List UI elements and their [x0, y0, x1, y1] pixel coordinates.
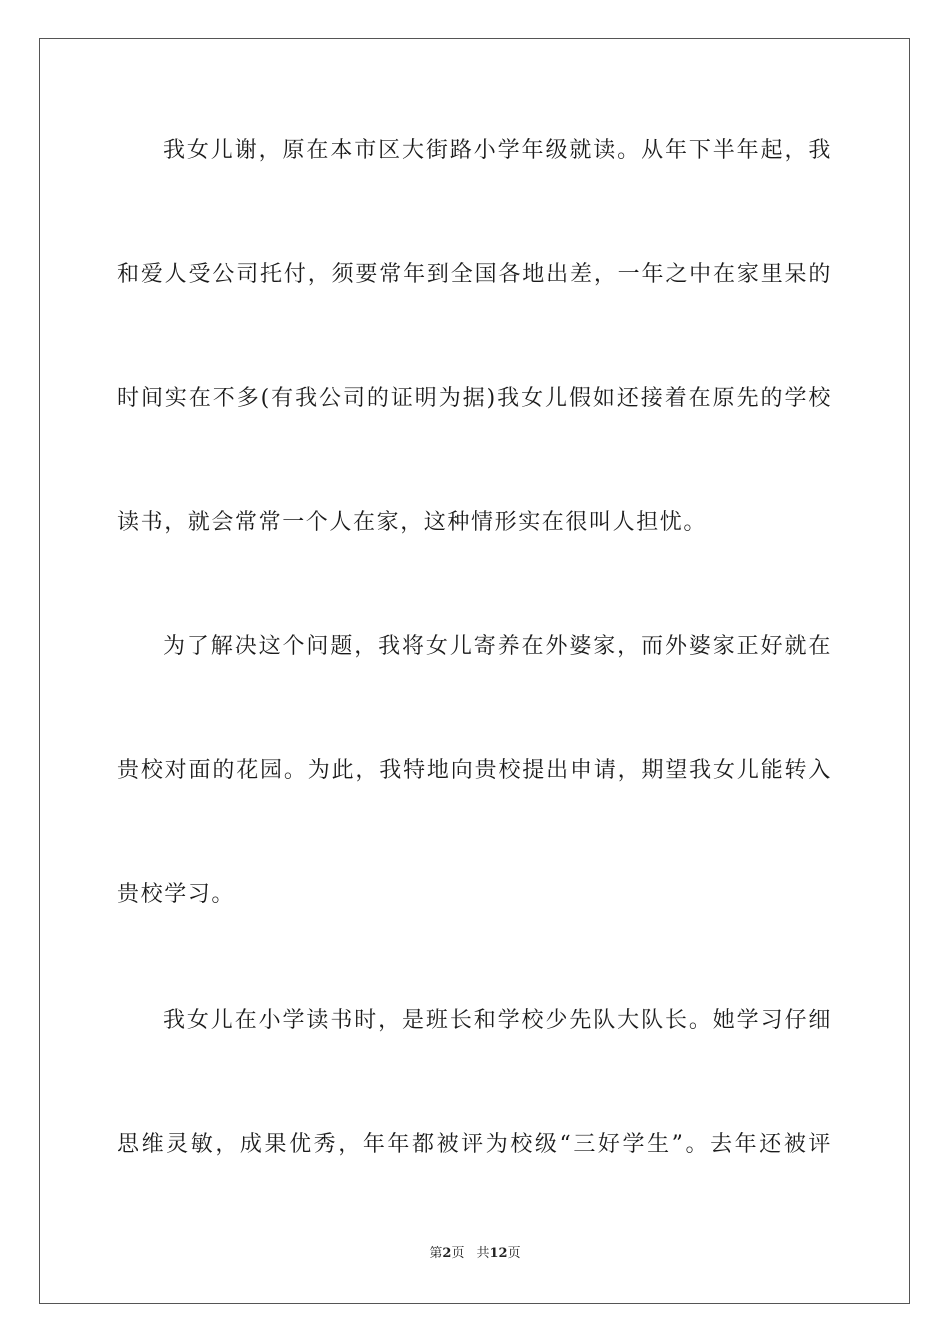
- paragraph-1-line-4: 读书，就会常常一个人在家，这种情形实在很叫人担忧。: [117, 510, 708, 535]
- page-border: [39, 38, 910, 1304]
- paragraph-2-line-3: 贵校学习。: [117, 882, 236, 907]
- paragraph-1-line-3: 时间实在不多(有我公司的证明为据)我女儿假如还接着在原先的学校: [117, 386, 832, 411]
- page-suffix: 页: [451, 1246, 465, 1261]
- paragraph-2-line-1: 为了解决这个问题，我将女儿寄养在外婆家，而外婆家正好就在: [163, 634, 832, 659]
- page-prefix: 第: [429, 1246, 443, 1261]
- total-pages-number: 12: [489, 1246, 508, 1261]
- paragraph-2-line-2: 贵校对面的花园。为此，我特地向贵校提出申请，期望我女儿能转入: [117, 758, 832, 783]
- paragraph-3-line-1: 我女儿在小学读书时，是班长和学校少先队大队长。她学习仔细: [163, 1008, 832, 1033]
- page-footer: [0, 1245, 950, 1263]
- paragraph-3-line-2: 思维灵敏，成果优秀，年年都被评为校级“三好学生”。去年还被评: [117, 1132, 832, 1157]
- paragraph-1-line-1: 我女儿谢，原在本市区大街路小学年级就读。从年下半年起，我: [163, 138, 832, 163]
- current-page-number: 2: [442, 1246, 452, 1261]
- paragraph-1-line-2: 和爱人受公司托付，须要常年到全国各地出差，一年之中在家里呆的: [117, 262, 832, 287]
- total-prefix: 共: [476, 1246, 490, 1261]
- total-suffix: 页: [507, 1246, 521, 1261]
